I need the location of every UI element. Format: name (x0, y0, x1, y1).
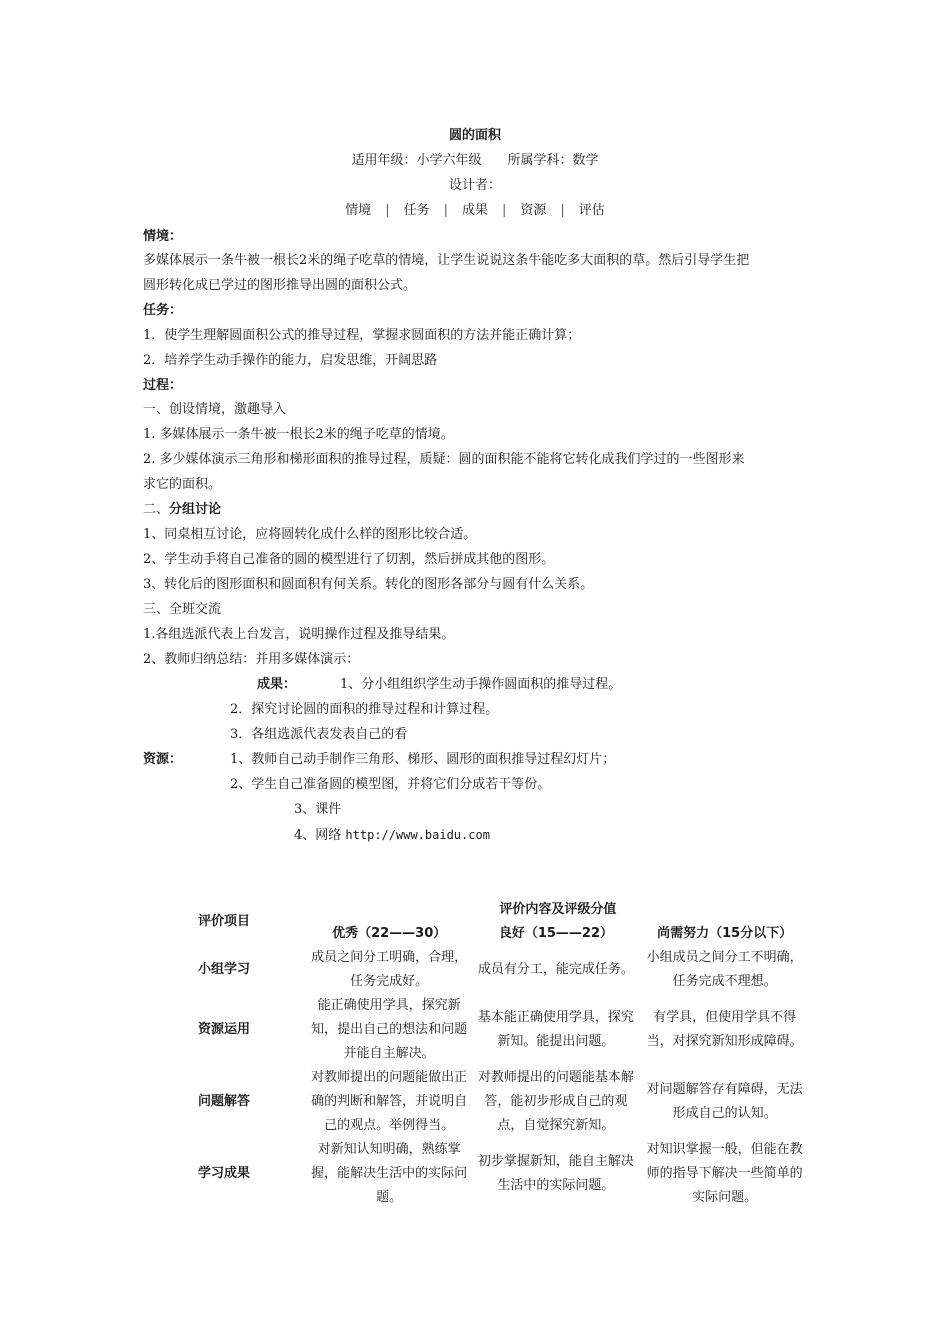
table-row (190, 1066, 810, 1138)
item-header: 评价项目 (198, 914, 251, 929)
nav-separator: | (443, 203, 448, 218)
table-cell: 小组成员之间分工不明确，任务完成不理想。 (646, 950, 803, 989)
nav-resources-link[interactable]: 资源 (520, 203, 547, 218)
task-item: 2．培养学生动手操作的能力，启发思维，开阔思路 (143, 353, 438, 368)
resources-heading: 资源： (143, 752, 183, 767)
page-title: 圆的面积 (448, 128, 501, 143)
web-link[interactable]: http://www.baidu.com (345, 828, 490, 842)
table-cell: 对问题解答存有障碍，无法形成自己的认知。 (646, 1082, 803, 1121)
situation-line: 多媒体展示一条牛被一根长2米的绳子吃草的情境，让学生说说这条牛能吃多大面积的草。然后引导学生把 (143, 253, 750, 268)
row-label: 问题解答 (198, 1094, 251, 1109)
evaluation-table (190, 898, 810, 1210)
table-row (190, 994, 810, 1066)
process-line: 1.各组选派代表上台发言，说明操作过程及推导结果。 (143, 627, 455, 642)
row-label: 资源运用 (198, 1022, 251, 1037)
nav-situation-link[interactable]: 情境 (345, 203, 372, 218)
level-header-good: 良好（15——22） (498, 926, 614, 941)
level-header-needs-work: 尚需努力（15分以下） (657, 926, 793, 941)
results-heading: 成果： (257, 677, 297, 692)
table-cell: 对教师提出的问题能做出正确的判断和解答，并说明自己的观点。举例得当。 (311, 1070, 468, 1133)
step-number: 二、 (143, 502, 170, 517)
process-line: 2. 多少媒体演示三角形和梯形面积的推导过程，质疑：圆的面积能不能将它转化成我们学过的一些图形来 (143, 452, 745, 467)
table-cell: 基本能正确使用学具，探究新知。能提出问题。 (477, 1010, 634, 1049)
table-cell: 有学具，但使用学具不得当，对探究新知形成障碍。 (646, 1010, 803, 1049)
table-cell: 初步掌握新知，能自主解决生活中的实际问题。 (477, 1154, 634, 1193)
table-header-row (190, 898, 810, 922)
resource-item (294, 826, 490, 845)
level-header-excellent: 优秀（22——30） (332, 926, 447, 941)
web-label: 4、网络 (294, 828, 342, 843)
group-header: 评价内容及评级分值 (499, 902, 617, 917)
table-cell: 成员之间分工明确，合理，任务完成好。 (311, 950, 468, 989)
process-line: 求它的面积。 (143, 477, 222, 492)
process-step-title (143, 501, 221, 519)
process-line: 3、转化后的图形面积和圆面积有何关系。转化的图形各部分与圆有什么关系。 (143, 577, 594, 592)
result-item: 3．各组选派代表发表自己的看 (230, 727, 408, 742)
resource-item: 3、课件 (294, 802, 342, 817)
nav-evaluation-link[interactable]: 评估 (578, 203, 605, 218)
table-cell: 能正确使用学具，探究新知，提出自己的想法和问题并能自主解决。 (311, 998, 468, 1061)
table-cell: 成员有分工，能完成任务。 (477, 962, 634, 977)
nav-tasks-link[interactable]: 任务 (403, 203, 430, 218)
nav-results-link[interactable]: 成果 (461, 203, 488, 218)
table-row (190, 946, 810, 994)
step-title-text: 分组讨论 (169, 502, 222, 517)
resource-item: 1、教师自己动手制作三角形、梯形、圆形的面积推导过程幻灯片； (230, 752, 616, 767)
designer-line: 设计者： (448, 178, 501, 193)
table-cell: 对知识掌握一般，但能在教师的指导下解决一些简单的实际问题。 (646, 1142, 803, 1205)
process-line: 2、教师归纳总结：并用多媒体演示： (143, 652, 360, 667)
process-step-title: 三、全班交流 (143, 602, 222, 617)
section-nav (0, 202, 950, 220)
task-item: 1．使学生理解圆面积公式的推导过程，掌握求圆面积的方法并能正确计算； (143, 328, 581, 343)
table-cell: 对新知认知明确，熟练掌握，能解决生活中的实际问题。 (311, 1142, 468, 1205)
nav-separator: | (385, 203, 390, 218)
process-heading: 过程： (143, 378, 183, 393)
nav-separator: | (560, 203, 565, 218)
resource-item: 2、学生自己准备圆的模型图，并将它们分成若干等份。 (230, 777, 551, 792)
table-row (190, 1138, 810, 1210)
process-line: 2、学生动手将自己准备的圆的模型进行了切割，然后拼成其他的图形。 (143, 552, 555, 567)
table-cell: 对教师提出的问题能基本解答，能初步形成自己的观点，自觉探究新知。 (477, 1070, 634, 1133)
meta-line: 适用年级：小学六年级 所属学科：数学 (351, 153, 599, 168)
row-label: 学习成果 (198, 1166, 251, 1181)
situation-line: 圆形转化成已学过的图形推导出圆的面积公式。 (143, 278, 417, 293)
row-label: 小组学习 (198, 962, 251, 977)
result-item: 1、分小组组织学生动手操作圆面积的推导过程。 (340, 677, 622, 692)
process-line: 1. 多媒体展示一条牛被一根长2米的绳子吃草的情境。 (143, 427, 454, 442)
process-step-title: 一、创设情境，激趣导入 (143, 402, 287, 417)
process-line: 1、同桌相互讨论，应将圆转化成什么样的图形比较合适。 (143, 527, 477, 542)
nav-separator: | (502, 203, 507, 218)
situation-heading: 情境： (143, 229, 183, 244)
result-item: 2．探究讨论圆的面积的推导过程和计算过程。 (230, 702, 499, 717)
tasks-heading: 任务： (143, 303, 183, 318)
